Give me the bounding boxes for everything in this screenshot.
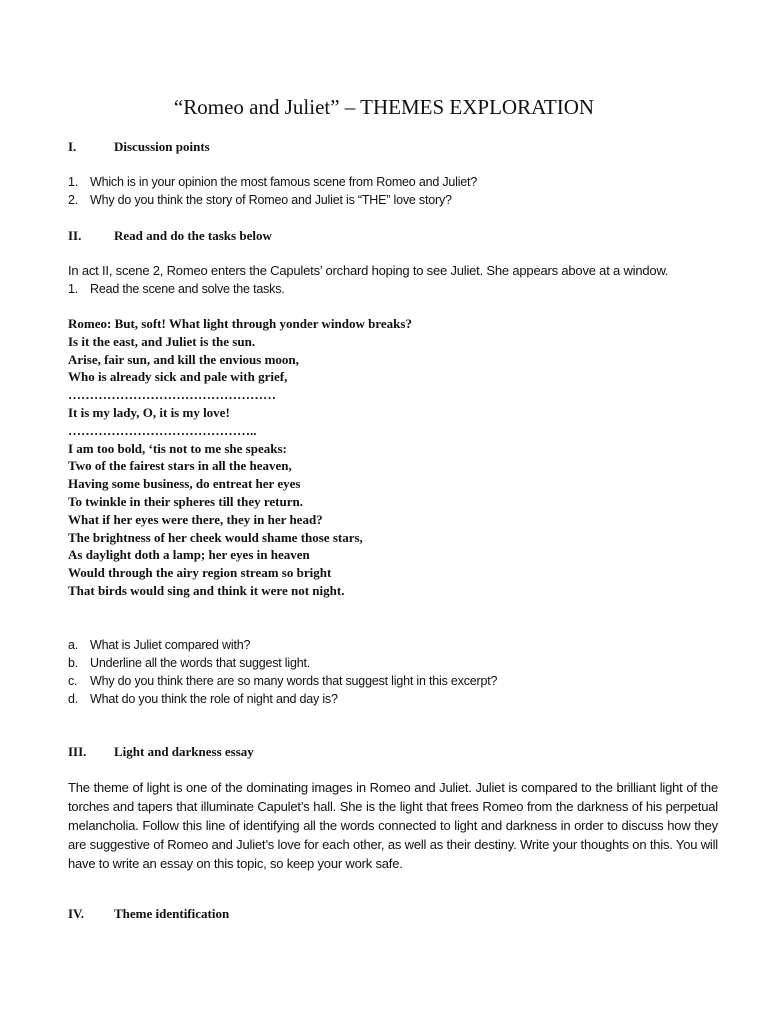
verse-line: It is my lady, O, it is my love!	[68, 404, 230, 420]
verse-excerpt	[68, 315, 412, 600]
verse-line: Having some business, do entreat her eyes	[68, 476, 301, 492]
section-title: Light and darkness essay	[114, 744, 254, 759]
tasks-step-list	[68, 280, 285, 298]
verse-line: To twinkle in their spheres till they return.	[68, 493, 303, 509]
tasks-intro: In act II, scene 2, Romeo enters the Capulets’ orchard hoping to see Juliet. She appears above at a window.	[68, 263, 669, 278]
list-item	[68, 672, 497, 690]
document-title: “Romeo and Juliet” – THEMES EXPLORATION	[173, 95, 595, 119]
list-item	[68, 191, 477, 209]
list-item	[68, 636, 497, 654]
verse-line: Who is already sick and pale with grief,	[68, 369, 288, 385]
section-heading-1	[68, 138, 210, 156]
verse-line: Romeo: But, soft! What light through yonder window breaks?	[68, 316, 412, 331]
verse-line: Would through the airy region stream so bright	[68, 565, 332, 581]
verse-line: …………………………………………	[68, 387, 276, 403]
verse-line: Two of the fairest stars in all the heaven,	[68, 458, 292, 474]
list-item	[68, 690, 497, 708]
list-marker: b.	[68, 656, 79, 670]
section-number: III.	[68, 744, 87, 759]
list-text: Read the scene and solve the tasks.	[90, 282, 285, 296]
essay-paragraph: The theme of light is one of the dominating images in Romeo and Juliet. Juliet is compared to the brilliant light of the torches and tapers that illuminate Capulet’s hall. She is the light that frees Romeo from the darkness of his perpetual melancholia. Follow this line of identifying all the words connected to light and darkness in order to discuss how they are suggestive of Romeo and Juliet’s love for each other, as well as their destiny. Write your thoughts on this. You will have to write an essay on this topic, so keep your work safe.	[68, 780, 718, 871]
list-item	[68, 173, 477, 191]
section-number: I.	[68, 139, 77, 154]
verse-line: ……………………………………..	[68, 422, 257, 438]
list-item	[68, 280, 285, 298]
verse-line: Arise, fair sun, and kill the envious moon,	[68, 351, 299, 367]
verse-line: Is it the east, and Juliet is the sun.	[68, 333, 256, 349]
list-text: Underline all the words that suggest light.	[90, 656, 311, 670]
list-text: What do you think the role of night and day is?	[90, 692, 338, 706]
verse-line: What if her eyes were there, they in her head?	[68, 511, 323, 527]
list-marker: a.	[68, 638, 79, 652]
list-marker: 1.	[68, 175, 79, 189]
verse-line: I am too bold, ‘tis not to me she speaks:	[68, 440, 287, 456]
section-title: Discussion points	[114, 139, 210, 154]
list-text: Which is in your opinion the most famous scene from Romeo and Juliet?	[90, 175, 478, 189]
list-marker: d.	[68, 692, 79, 706]
section-heading-4	[68, 905, 229, 923]
list-marker: 2.	[68, 193, 79, 207]
list-marker: 1.	[68, 282, 79, 296]
section-title: Theme identification	[114, 906, 230, 921]
section-number: IV.	[68, 906, 85, 921]
questions-list	[68, 636, 497, 708]
section-heading-2	[68, 227, 272, 245]
list-item	[68, 654, 497, 672]
section-number: II.	[68, 228, 82, 243]
list-text: Why do you think the story of Romeo and Juliet is “THE” love story?	[90, 193, 452, 207]
list-text: Why do you think there are so many words that suggest light in this excerpt?	[90, 674, 498, 688]
verse-line: That birds would sing and think it were not night.	[68, 582, 345, 598]
list-marker: c.	[68, 674, 78, 688]
section-title: Read and do the tasks below	[114, 228, 272, 243]
section-heading-3	[68, 743, 254, 761]
verse-line: The brightness of her cheek would shame those stars,	[68, 529, 363, 545]
verse-line: As daylight doth a lamp; her eyes in heaven	[68, 547, 310, 563]
discussion-list	[68, 173, 477, 209]
list-text: What is Juliet compared with?	[90, 638, 251, 652]
